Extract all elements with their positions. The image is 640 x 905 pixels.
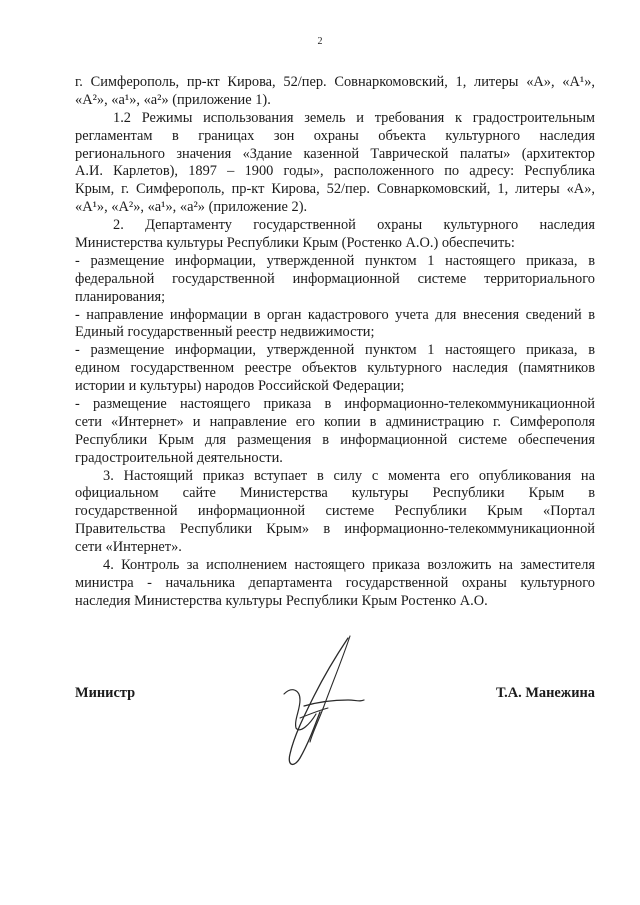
handwritten-signature [270,630,380,780]
text-line: государственной информационной системе Республики Крым «Портал [75,503,595,520]
text-line: министра - начальника департамента государственной охраны культурного [75,574,595,591]
text-line: сети «Интернет». [75,539,182,556]
signatory-name: Т.А. Манежина [495,685,595,701]
text-line: Правительства Республики Крым» в информационно-телекоммуникационной [75,521,595,538]
text-line: 3. Настоящий приказ вступает в силу с момента его опубликования на [103,467,595,484]
text-line: регламентам в границах зон охраны объекта культурного наследия [75,127,595,144]
text-line: г. Симферополь, пр-кт Кирова, 52/пер. Совнаркомовский, 1, литеры «А», «А¹», [75,74,595,90]
text-line: 4. Контроль за исполнением настоящего приказа возложить на заместителя [103,557,595,574]
text-line: «А²», «а¹», «а²» (приложение 1). [75,91,271,108]
text-line: - размещение настоящего приказа в информационно-телекоммуникационной [75,396,595,413]
text-line: Республики Крым для размещения в информационной системе обеспечения [75,431,595,448]
text-line: Крым, г. Симферополь, пр-кт Кирова, 52/пер. Совнаркомовский, 1, литеры «А», [75,181,595,198]
text-line: - размещение информации, утвержденной пунктом 1 настоящего приказа, в [75,252,595,269]
text-line: наследия Министерства культуры Республики Крым Ростенко А.О. [75,592,488,609]
text-line: градостроительной деятельности. [75,449,283,466]
text-line: федеральной государственной информационной системе территориального [75,270,595,287]
text-line: - размещение информации, утвержденной пунктом 1 настоящего приказа, в [75,342,595,359]
text-line: планирования; [75,288,166,305]
text-line: регионального значения «Здание казенной Таврической палаты» (архитектор [75,145,595,162]
page-number: 2 [317,36,323,47]
text-line: 2. Департаменту государственной охраны культурного наследия [113,217,595,234]
text-line: истории и культуры) народов Российской Федерации; [75,378,405,395]
text-line: Министерства культуры Республики Крым (Ростенко А.О.) обеспечить: [75,235,515,252]
text-line: А.И. Карлетов), 1897 – 1900 годы», расположенного по адресу: Республика [75,163,595,180]
document-body [75,74,595,611]
text-line: официальном сайте Министерства культуры Республики Крым в [75,485,595,502]
signatory-title: Министр [75,685,136,701]
text-line: Единый государственный реестр недвижимости; [75,324,375,341]
text-line: едином государственном реестре объектов культурного наследия (памятников [75,360,595,377]
text-line: «А¹», «А²», «а¹», «а²» (приложение 2). [75,199,308,216]
text-line: 1.2 Режимы использования земель и требования к градостроительным [113,109,595,126]
text-line: сети «Интернет» и направление его копии в администрацию г. Симферополя [75,413,595,430]
text-line: - направление информации в орган кадастрового учета для внесения сведений в [75,306,595,323]
